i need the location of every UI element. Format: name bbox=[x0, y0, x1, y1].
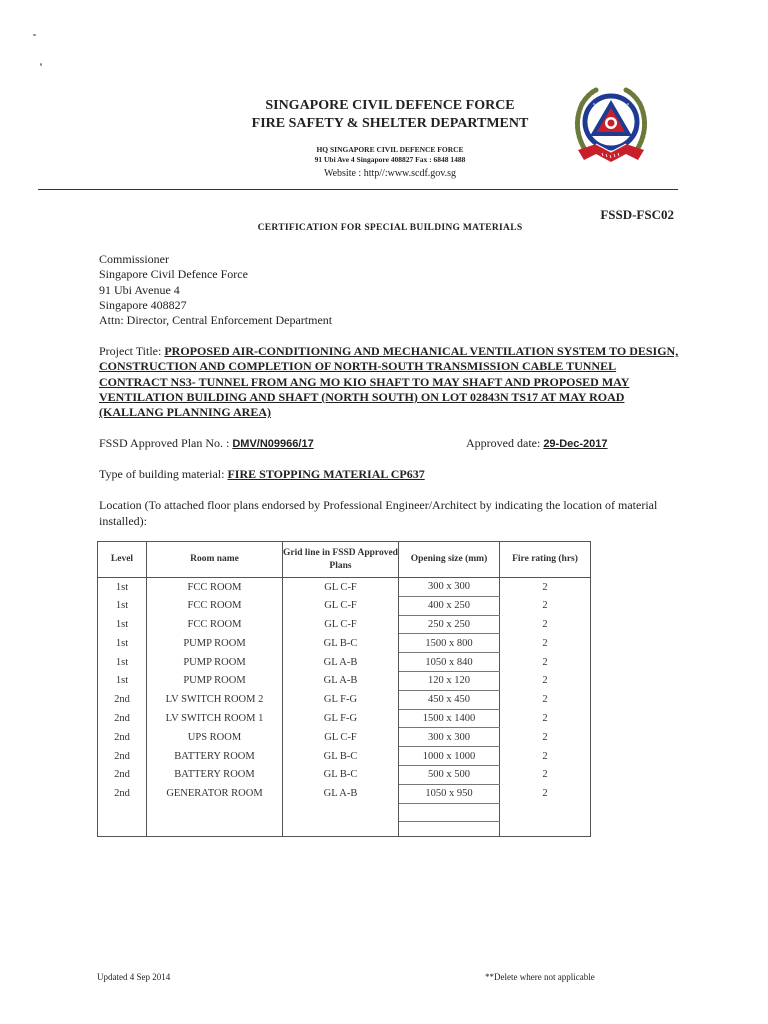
cell-fire-rating: 2 bbox=[500, 784, 591, 803]
cell-opening-size: 250 x 250 bbox=[399, 615, 500, 634]
table-row bbox=[98, 615, 591, 634]
approved-date-value: 29-Dec-2017 bbox=[543, 438, 608, 450]
table-row bbox=[98, 634, 591, 653]
approved-plan-number: DMV/N09966/17 bbox=[232, 438, 314, 450]
header-divider bbox=[38, 189, 678, 190]
approved-date-label: Approved date: bbox=[466, 436, 544, 450]
website-line: Website : http//:www.scdf.gov.sg bbox=[323, 168, 457, 179]
cell-opening-size: 1000 x 1000 bbox=[399, 747, 500, 766]
org-name: SINGAPORE CIVIL DEFENCE FORCE bbox=[265, 98, 515, 113]
blank-cell bbox=[147, 803, 283, 821]
cell-grid-line: GL C-F bbox=[283, 728, 399, 747]
addressee-line: Singapore Civil Defence Force bbox=[99, 267, 248, 282]
cell-opening-size: 1050 x 840 bbox=[399, 653, 500, 672]
cell-fire-rating: 2 bbox=[500, 634, 591, 653]
scan-speck bbox=[40, 63, 42, 66]
cell-fire-rating: 2 bbox=[500, 671, 591, 690]
addressee-block bbox=[99, 252, 332, 328]
cell-room-name: BATTERY ROOM bbox=[147, 765, 283, 784]
project-title-value: PROPOSED AIR-CONDITIONING AND MECHANICAL VENTILATION SYSTEM TO DESIGN, CONSTRUCTION AND COMPLETION OF NORTH-SOUTH TRANSMISSION CABLE TUNNEL CONTRACT NS3- TUNNEL FROM ANG MO KIO SHAFT TO MAY SHAFT AND PROPOSED MAY VENTILATION BUILDING AND SHAFT (NORTH SOUTH) ON LOT 02843N TS17 AT MAY ROAD (KALLANG PLANNING AREA) bbox=[99, 344, 679, 420]
material-type-row bbox=[99, 467, 425, 482]
cell-level: 1st bbox=[98, 578, 147, 597]
approved-plan-label: FSSD Approved Plan No. : bbox=[99, 436, 233, 450]
cell-level: 2nd bbox=[98, 765, 147, 784]
approved-date-row bbox=[466, 436, 608, 451]
table-row bbox=[98, 653, 591, 672]
cell-level: 1st bbox=[98, 671, 147, 690]
cell-level: 2nd bbox=[98, 690, 147, 709]
addressee-line: Commissioner bbox=[99, 252, 170, 266]
cell-opening-size: 120 x 120 bbox=[399, 671, 500, 690]
cell-level: 1st bbox=[98, 596, 147, 615]
cell-room-name: FCC ROOM bbox=[147, 596, 283, 615]
cell-room-name: LV SWITCH ROOM 2 bbox=[147, 690, 283, 709]
table-blank-row bbox=[98, 803, 591, 821]
blank-cell bbox=[399, 821, 500, 836]
materials-table-body bbox=[98, 578, 591, 837]
cell-room-name: BATTERY ROOM bbox=[147, 747, 283, 766]
cell-room-name: PUMP ROOM bbox=[147, 671, 283, 690]
cell-room-name: PUMP ROOM bbox=[147, 634, 283, 653]
scdf-crest-icon bbox=[566, 82, 656, 174]
cell-room-name: PUMP ROOM bbox=[147, 653, 283, 672]
material-type-label: Type of building material: bbox=[99, 467, 228, 481]
header-fire-rating: Fire rating (hrs) bbox=[500, 542, 591, 578]
location-instructions: Location (To attached floor plans endorsed by Professional Engineer/Architect by indicating the location of material installed): bbox=[99, 498, 658, 528]
cell-opening-size: 300 x 300 bbox=[399, 728, 500, 747]
hq-address-line: 91 Ubi Ave 4 Singapore 408827 Fax : 6848 1488 bbox=[314, 155, 466, 164]
cell-grid-line: GL C-F bbox=[283, 578, 399, 597]
table-row bbox=[98, 596, 591, 615]
cell-opening-size: 1050 x 950 bbox=[399, 784, 500, 803]
materials-table bbox=[97, 541, 591, 837]
table-row bbox=[98, 578, 591, 597]
cell-grid-line: GL A-B bbox=[283, 653, 399, 672]
header-opening-size: Opening size (mm) bbox=[399, 542, 500, 578]
cell-level: 1st bbox=[98, 653, 147, 672]
cell-opening-size: 1500 x 800 bbox=[399, 634, 500, 653]
table-row bbox=[98, 690, 591, 709]
cell-grid-line: GL B-C bbox=[283, 634, 399, 653]
cell-level: 2nd bbox=[98, 784, 147, 803]
cell-grid-line: GL C-F bbox=[283, 615, 399, 634]
cell-opening-size: 400 x 250 bbox=[399, 596, 500, 615]
cell-room-name: FCC ROOM bbox=[147, 578, 283, 597]
cell-grid-line: GL A-B bbox=[283, 671, 399, 690]
cell-fire-rating: 2 bbox=[500, 690, 591, 709]
cell-grid-line: GL B-C bbox=[283, 747, 399, 766]
blank-cell bbox=[283, 821, 399, 836]
hq-line: HQ SINGAPORE CIVIL DEFENCE FORCE bbox=[316, 145, 464, 154]
blank-cell bbox=[399, 803, 500, 821]
blank-cell bbox=[500, 803, 591, 821]
cell-grid-line: GL A-B bbox=[283, 784, 399, 803]
addressee-line: Attn: Director, Central Enforcement Department bbox=[99, 313, 333, 328]
table-row bbox=[98, 747, 591, 766]
blank-cell bbox=[98, 821, 147, 836]
scan-speck bbox=[33, 34, 36, 36]
cell-level: 2nd bbox=[98, 747, 147, 766]
table-header-row bbox=[98, 542, 591, 578]
cell-level: 1st bbox=[98, 615, 147, 634]
table-row bbox=[98, 784, 591, 803]
blank-cell bbox=[98, 803, 147, 821]
cell-fire-rating: 2 bbox=[500, 653, 591, 672]
blank-cell bbox=[500, 821, 591, 836]
cell-grid-line: GL B-C bbox=[283, 765, 399, 784]
header-room-name: Room name bbox=[147, 542, 283, 578]
cell-grid-line: GL C-F bbox=[283, 596, 399, 615]
table-row bbox=[98, 765, 591, 784]
cell-level: 2nd bbox=[98, 709, 147, 728]
cell-grid-line: GL F-G bbox=[283, 690, 399, 709]
cell-fire-rating: 2 bbox=[500, 578, 591, 597]
department-name: FIRE SAFETY & SHELTER DEPARTMENT bbox=[251, 116, 529, 131]
cell-room-name: LV SWITCH ROOM 1 bbox=[147, 709, 283, 728]
cell-opening-size: 300 x 300 bbox=[399, 578, 500, 597]
project-title bbox=[99, 344, 679, 420]
footer-note: **Delete where not applicable bbox=[485, 972, 595, 982]
cell-grid-line: GL F-G bbox=[283, 709, 399, 728]
cell-level: 2nd bbox=[98, 728, 147, 747]
blank-cell bbox=[147, 821, 283, 836]
certificate-title: CERTIFICATION FOR SPECIAL BUILDING MATERIALS bbox=[257, 223, 523, 233]
material-type-value: FIRE STOPPING MATERIAL CP637 bbox=[227, 467, 425, 481]
cell-opening-size: 450 x 450 bbox=[399, 690, 500, 709]
cell-opening-size: 1500 x 1400 bbox=[399, 709, 500, 728]
cell-fire-rating: 2 bbox=[500, 765, 591, 784]
cell-fire-rating: 2 bbox=[500, 747, 591, 766]
table-row bbox=[98, 728, 591, 747]
cell-room-name: FCC ROOM bbox=[147, 615, 283, 634]
project-title-label: Project Title: bbox=[99, 344, 165, 358]
form-code: FSSD-FSC02 bbox=[600, 207, 674, 222]
cell-level: 1st bbox=[98, 634, 147, 653]
cell-fire-rating: 2 bbox=[500, 709, 591, 728]
cell-fire-rating: 2 bbox=[500, 596, 591, 615]
cell-fire-rating: 2 bbox=[500, 728, 591, 747]
header-level: Level bbox=[98, 542, 147, 578]
footer-updated: Updated 4 Sep 2014 bbox=[97, 972, 171, 982]
table-blank-row bbox=[98, 821, 591, 836]
blank-cell bbox=[283, 803, 399, 821]
table-row bbox=[98, 671, 591, 690]
table-row bbox=[98, 709, 591, 728]
header-grid-line: Grid line in FSSD Approved Plans bbox=[283, 542, 399, 578]
approved-plan-row bbox=[99, 436, 314, 451]
addressee-line: Singapore 408827 bbox=[99, 297, 187, 312]
cell-fire-rating: 2 bbox=[500, 615, 591, 634]
cell-opening-size: 500 x 500 bbox=[399, 765, 500, 784]
cell-room-name: GENERATOR ROOM bbox=[147, 784, 283, 803]
cell-room-name: UPS ROOM bbox=[147, 728, 283, 747]
addressee-line: 91 Ubi Avenue 4 bbox=[99, 282, 180, 297]
